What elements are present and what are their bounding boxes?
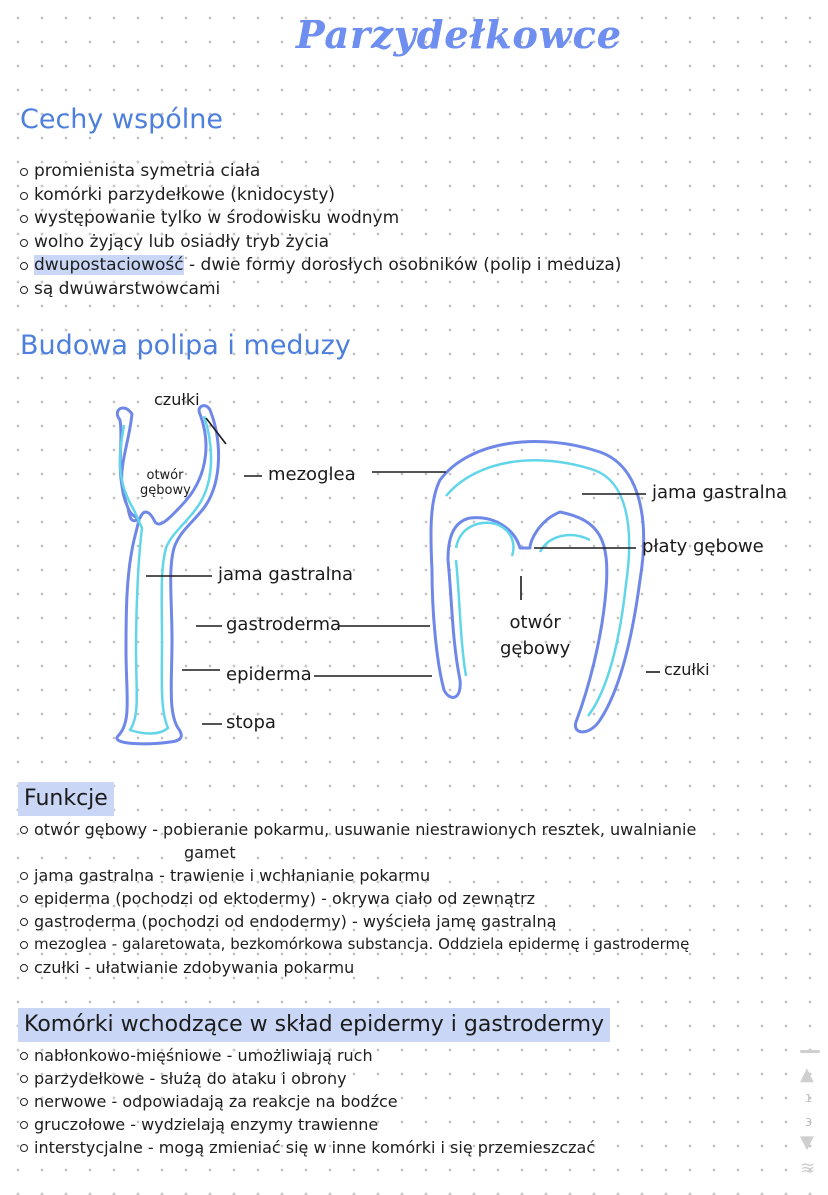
page-total: 3: [805, 1116, 812, 1129]
polyp-medusa-diagram: [0, 380, 828, 760]
polyp-outer-outline: [117, 406, 219, 744]
funkcje-list: [18, 818, 696, 979]
page-down-icon[interactable]: ▼: [800, 1132, 814, 1153]
label-otwor-polyp-line2: gębowy: [140, 483, 191, 498]
list-item: komórki parzydełkowe (knidocysty): [18, 184, 621, 208]
polyp-inner-outline: [120, 416, 211, 734]
list-item-rest: - dwie formy dorosłych osobników (polip i meduza): [183, 255, 622, 275]
medusa-inner-outline: [446, 460, 629, 716]
section-heading-budowa: Budowa polipa i meduzy: [20, 330, 351, 361]
page-title: Parzydełkowce: [296, 12, 622, 57]
list-item: parzydełkowe - służą do ataku i obrony: [18, 1067, 595, 1090]
label-otwor-polyp-line1: otwór: [146, 468, 184, 483]
list-item: [18, 818, 696, 864]
label-mezoglea: mezoglea: [268, 464, 356, 485]
list-item: jama gastralna - trawienie i wchłanianie pokarmu: [18, 864, 696, 887]
komorki-list: [18, 1044, 595, 1159]
list-item: gastroderma (pochodzi od endodermy) - wyścieła jamę gastralną: [18, 910, 696, 933]
label-jama-meduza: jama gastralna: [652, 482, 788, 503]
section-heading-funkcje: Funkcje: [18, 782, 114, 816]
label-gastroderma: gastroderma: [226, 614, 342, 635]
list-item: nerwowe - odpowiadają za reakcje na bodźce: [18, 1090, 595, 1113]
list-item: są dwuwarstwowcami: [18, 278, 621, 302]
list-item: nabłonkowo-mięśniowe - umożliwiają ruch: [18, 1044, 595, 1067]
list-item: [18, 254, 621, 278]
list-item: występowanie tylko w środowisku wodnym: [18, 207, 621, 231]
label-stopa: stopa: [226, 712, 276, 733]
section-heading-cechy: Cechy wspólne: [20, 104, 224, 135]
label-otwor-meduza: [500, 610, 570, 662]
label-czulki-meduza: czułki: [664, 660, 710, 679]
label-otwor-polyp: [140, 468, 190, 498]
label-platy-gebowe: płaty gębowe: [642, 536, 764, 557]
label-otwor-meduza-line1: otwór: [509, 612, 561, 633]
section-heading-komorki: Komórki wchodzące w skład epidermy i gastrodermy: [18, 1008, 610, 1042]
label-otwor-meduza-line2: gębowy: [500, 638, 571, 659]
list-item: interstycjalne - mogą zmieniać się w inne komórki i się przemieszczać: [18, 1136, 595, 1159]
list-item: czułki - ułatwianie zdobywania pokarmu: [18, 956, 696, 979]
label-epiderma: epiderma: [226, 664, 312, 685]
list-item-continuation: gamet: [184, 843, 236, 862]
page-rail-bar: [800, 1050, 820, 1053]
page-current: 1: [805, 1092, 812, 1105]
highlight-term: dwupostaciowość: [34, 255, 184, 275]
label-czulki-polyp: czułki: [154, 390, 200, 409]
list-item: promienista symetria ciała: [18, 160, 621, 184]
label-jama-polyp: jama gastralna: [218, 564, 354, 585]
page-navigator: [796, 1050, 824, 1190]
list-item-text: otwór gębowy - pobieranie pokarmu, usuwanie niestrawionych resztek, uwalnianie: [34, 820, 697, 839]
list-item: mezoglea - galaretowata, bezkomórkowa substancja. Oddziela epidermę i gastrodermę: [18, 933, 696, 956]
layers-icon[interactable]: ≋: [800, 1158, 816, 1179]
list-item: epiderma (pochodzi od ektodermy) - okrywa ciało od zewnątrz: [18, 887, 696, 910]
cechy-list: [18, 160, 621, 301]
medusa-outer-outline: [431, 441, 644, 731]
list-item: gruczołowe - wydzielają enzymy trawienne: [18, 1113, 595, 1136]
list-item: wolno żyjący lub osiadły tryb życia: [18, 231, 621, 255]
page-up-icon[interactable]: ▲: [800, 1064, 814, 1085]
